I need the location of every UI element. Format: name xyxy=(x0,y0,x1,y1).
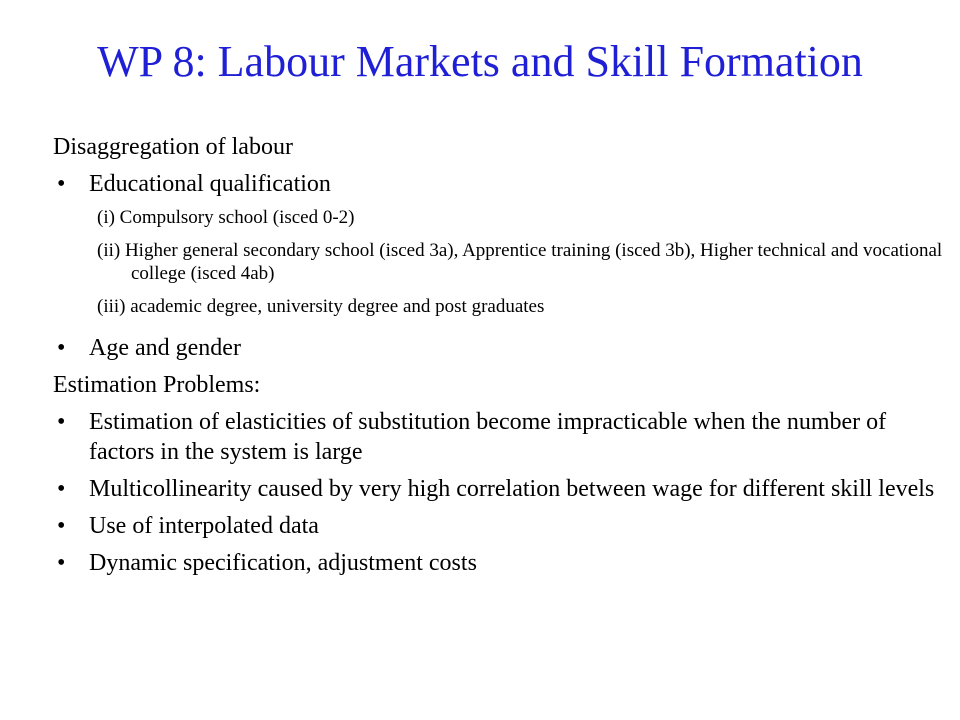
bullet-dynamic-specification xyxy=(53,548,953,578)
bullet-point-icon: • xyxy=(57,513,66,539)
bullet-elasticities xyxy=(53,407,953,467)
bullet-text: Multicollinearity caused by very high correlation between wage for different skill levels xyxy=(89,476,935,502)
bullet-text: Use of interpolated data xyxy=(89,513,319,539)
bullet-age-gender xyxy=(53,333,953,363)
bullet-point-icon: • xyxy=(57,409,66,435)
section-heading-disaggregation: Disaggregation of labour xyxy=(53,134,293,160)
bullet-educational-qualification xyxy=(53,169,953,199)
section-heading-estimation-problems: Estimation Problems: xyxy=(53,372,261,398)
slide-title: WP 8: Labour Markets and Skill Formation xyxy=(97,37,863,86)
bullet-text: Educational qualification xyxy=(89,171,331,197)
bullet-point-icon: • xyxy=(57,550,66,576)
bullet-text: Age and gender xyxy=(89,335,241,361)
bullet-text: Estimation of elasticities of substitution become impracticable when the number of factors in the system is large xyxy=(89,409,887,465)
bullet-point-icon: • xyxy=(57,335,66,361)
sub-item-secondary-school: (ii) Higher general secondary school (isced 3a), Apprentice training (isced 3b), Higher technical and vocational college (isced 4ab) xyxy=(97,240,943,284)
bullet-multicollinearity xyxy=(53,474,953,504)
bullet-text: Dynamic specification, adjustment costs xyxy=(89,550,477,576)
bullet-point-icon: • xyxy=(57,171,66,197)
slide-body xyxy=(53,132,953,585)
bullet-point-icon: • xyxy=(57,476,66,502)
bullet-interpolated-data xyxy=(53,511,953,541)
sub-item-academic-degree: (iii) academic degree, university degree and post graduates xyxy=(97,296,545,317)
sub-item-compulsory-school: (i) Compulsory school (isced 0-2) xyxy=(97,207,355,228)
